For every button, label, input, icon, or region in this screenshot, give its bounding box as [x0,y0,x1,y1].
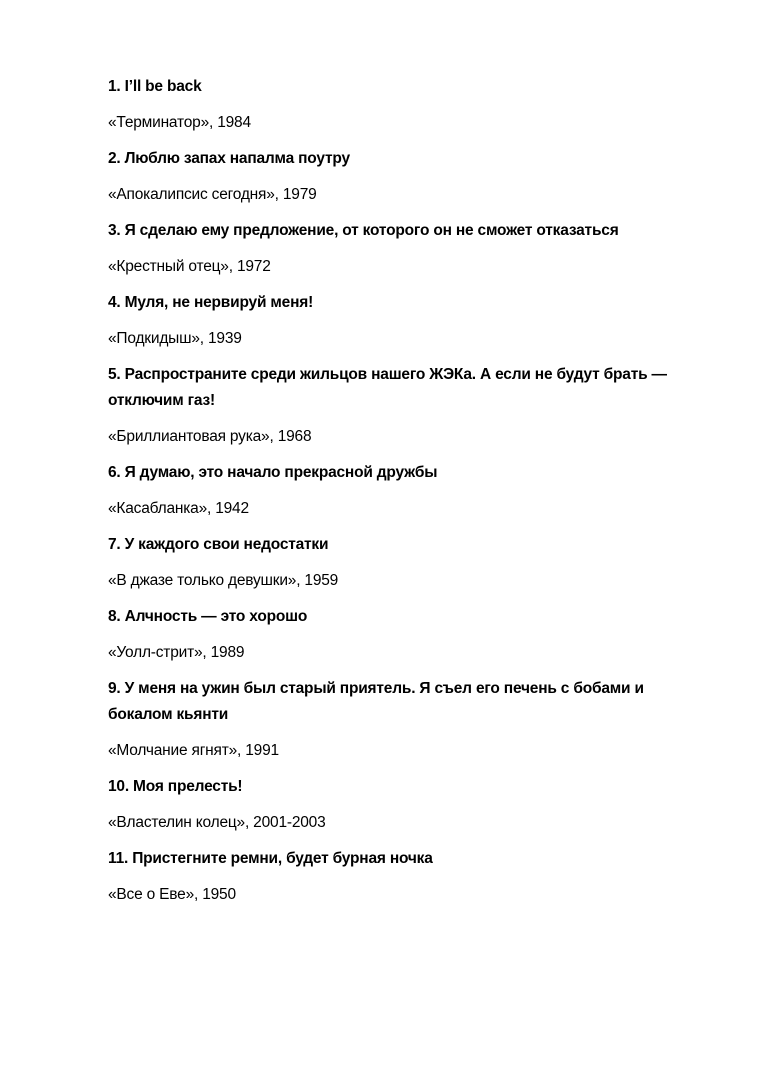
film-source: «Молчание ягнят», 1991 [108,742,279,759]
film-source: «Крестный отец», 1972 [108,258,271,275]
list-item [108,676,688,764]
list-item [108,74,688,136]
list-item [108,604,688,666]
quote-list [108,74,688,918]
quote-text: 2. Люблю запах напалма поутру [108,150,350,167]
film-source: «Подкидыш», 1939 [108,330,242,347]
film-source: «Властелин колец», 2001-2003 [108,814,326,831]
list-item [108,532,688,594]
film-source: «Апокалипсис сегодня», 1979 [108,186,317,203]
quote-text: 7. У каждого свои недостатки [108,536,329,553]
film-source: «В джазе только девушки», 1959 [108,572,339,589]
film-source: «Все о Еве», 1950 [108,886,236,903]
list-item [108,846,688,908]
list-item [108,362,688,450]
quote-text: 10. Моя прелесть! [108,778,243,795]
film-source: «Терминатор», 1984 [108,114,251,131]
list-item [108,774,688,836]
list-item [108,290,688,352]
quote-text: 6. Я думаю, это начало прекрасной дружбы [108,464,438,481]
list-item [108,460,688,522]
quote-text: 5. Распространите среди жильцов нашего ЖЭКа. А если не будут брать — отключим газ! [108,366,667,409]
film-source: «Уолл-стрит», 1989 [108,644,245,661]
quote-text: 3. Я сделаю ему предложение, от которого он не сможет отказаться [108,222,619,239]
list-item [108,146,688,208]
film-source: «Бриллиантовая рука», 1968 [108,428,312,445]
quote-text: 9. У меня на ужин был старый приятель. Я съел его печень с бобами и бокалом кьянти [108,680,644,723]
list-item [108,218,688,280]
film-source: «Касабланка», 1942 [108,500,249,517]
quote-text: 4. Муля, не нервируй меня! [108,294,314,311]
quote-text: 11. Пристегните ремни, будет бурная ночка [108,850,433,867]
quote-text: 1. I’ll be back [108,78,202,95]
quote-text: 8. Алчность — это хорошо [108,608,308,625]
